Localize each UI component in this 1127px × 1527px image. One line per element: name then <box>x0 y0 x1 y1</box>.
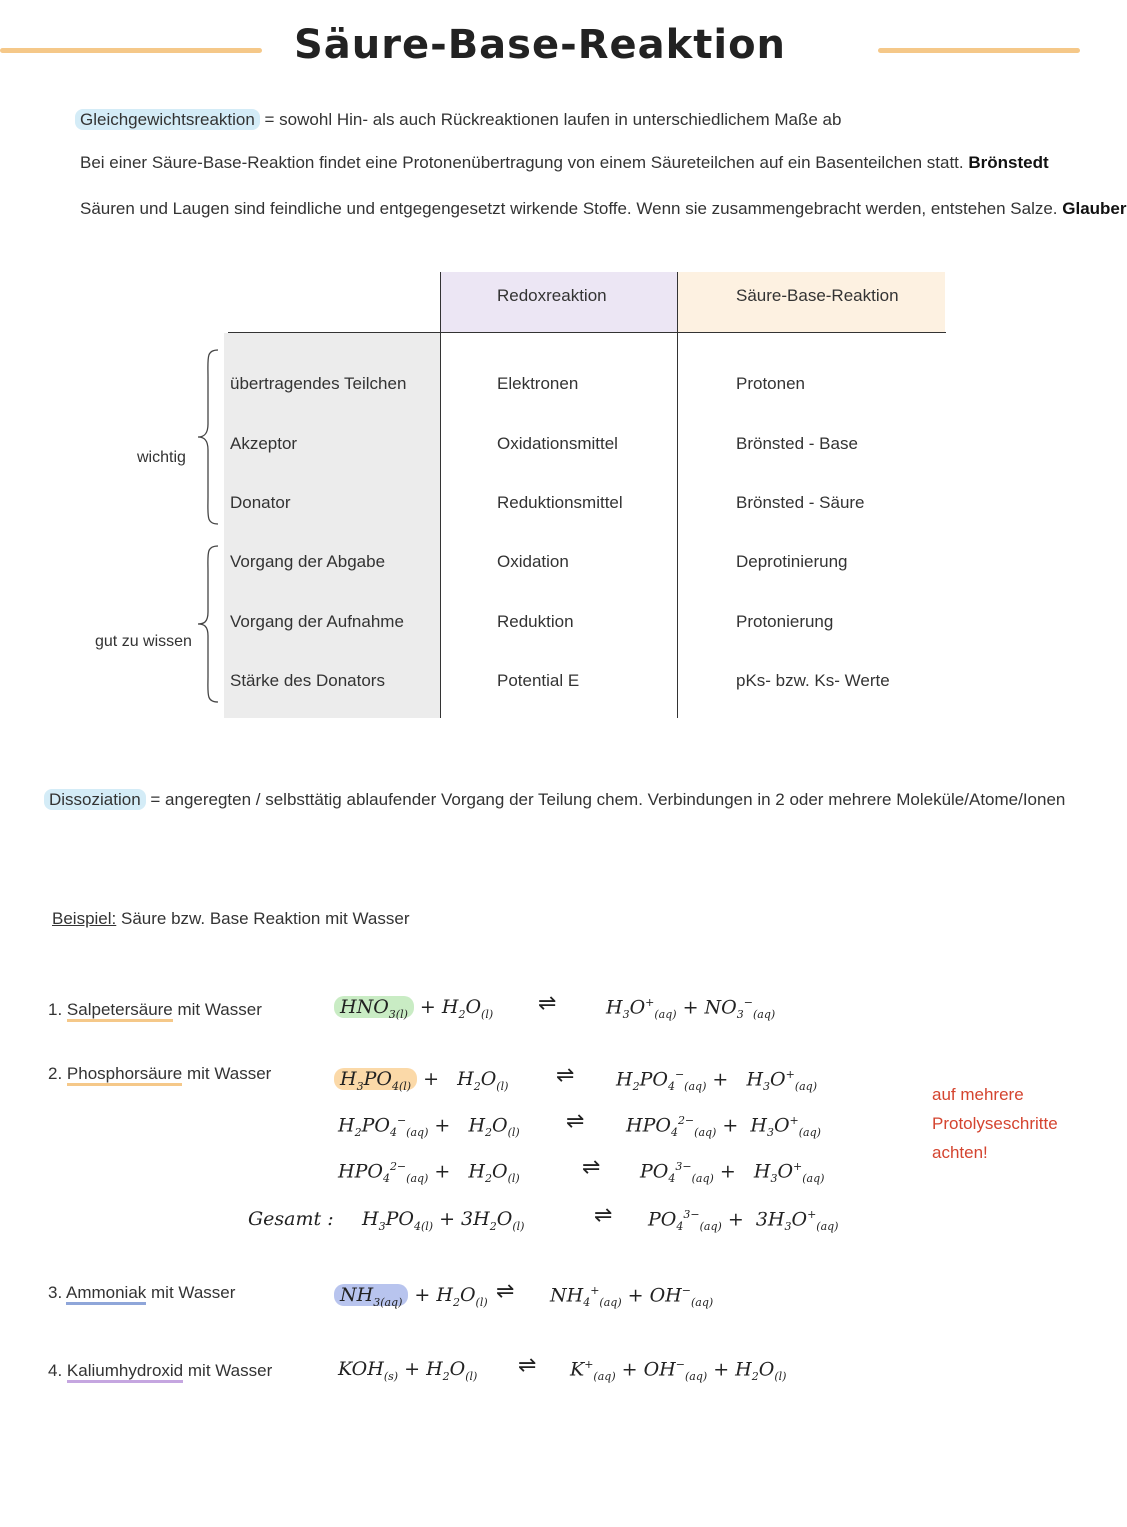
term-gleichgewichtsreaktion: Gleichgewichtsreaktion <box>75 109 260 130</box>
author-bronsted: Brönstedt <box>968 153 1049 172</box>
equilibrium-arrow-icon: ⇌ <box>556 1062 575 1087</box>
item-4 <box>48 1361 272 1381</box>
equilibrium-arrow-icon: ⇌ <box>518 1352 537 1377</box>
note-protolysis: auf mehrere Protolyseschritte achten! <box>932 1085 1058 1162</box>
item-number: 4. <box>48 1361 63 1380</box>
item-rest: mit Wasser <box>183 1361 273 1380</box>
row-sbr: pKs- bzw. Ks- Werte <box>736 671 890 690</box>
bronsted-statement: Bei einer Säure-Base-Reaktion findet eine Protonenübertragung von einem Säureteilchen auf ein Basenteilchen statt. <box>80 153 969 172</box>
equilibrium-arrow-icon: ⇌ <box>538 990 557 1015</box>
group-label-wichtig: wichtig <box>137 449 186 466</box>
row-label: Donator <box>230 493 291 512</box>
item-3 <box>48 1283 235 1303</box>
row-sbr: Brönsted - Säure <box>736 493 865 512</box>
equation-3-products: $NH_4^+_{(aq)} + OH^-_{(aq)}$ <box>550 1284 714 1310</box>
equilibrium-arrow-icon: ⇌ <box>594 1202 613 1227</box>
equation-2c-reactants: $HPO_4^{2-}_{(aq)} + H_2O_{(l)}$ <box>338 1160 520 1186</box>
item-name-phosphorsaeure: Phosphorsäure <box>67 1064 182 1086</box>
example-heading <box>52 909 409 929</box>
equation-2a-products: $H_2PO_4^-_{(aq)} + H_3O^+_{(aq)}$ <box>616 1068 817 1094</box>
equation-2c-products: $PO_4^{3-}_{(aq)} + H_3O^+_{(aq)}$ <box>640 1160 825 1186</box>
intro-line-3 <box>80 199 1127 219</box>
equation-2b-products: $HPO_4^{2-}_{(aq)} + H_3O^+_{(aq)}$ <box>626 1114 821 1140</box>
item-number: 1. <box>48 1000 63 1019</box>
row-sbr: Deprotinierung <box>736 552 848 571</box>
item-2 <box>48 1064 271 1084</box>
gesamt-label: Gesamt : <box>248 1208 334 1230</box>
row-redox: Oxidationsmittel <box>497 434 618 453</box>
row-label: Akzeptor <box>230 434 298 453</box>
item-rest: mit Wasser <box>172 1000 262 1019</box>
item-name-ammoniak: Ammoniak <box>66 1283 146 1305</box>
dissociation-line <box>44 790 1065 810</box>
item-name-kaliumhydroxid: Kaliumhydroxid <box>67 1361 183 1383</box>
equilibrium-arrow-icon: ⇌ <box>496 1278 515 1303</box>
row-redox: Oxidation <box>497 552 569 571</box>
brace-gut-zu-wissen <box>196 544 222 704</box>
item-number: 2. <box>48 1064 63 1083</box>
row-label: übertragendes Teilchen <box>230 374 407 393</box>
definition-gleichgewicht: = sowohl Hin- als auch Rückreaktionen laufen in unterschiedlichem Maße ab <box>259 110 842 129</box>
equation-3-reactants: $NH_{3(aq)} + H_2O_{(l)}$ <box>334 1284 488 1309</box>
item-name-salpetersaeure: Salpetersäure <box>67 1000 173 1022</box>
equation-2a-reactants: $H_3PO_{4(l)} + H_2O_{(l)}$ <box>334 1068 508 1093</box>
row-redox: Reduktionsmittel <box>497 493 623 512</box>
intro-line-1 <box>75 110 841 130</box>
glauber-statement: Säuren und Laugen sind feindliche und entgegengesetzt wirkende Stoffe. Wenn sie zusammengebracht werden, entstehen Salze. <box>80 199 1063 218</box>
equation-2b-reactants: $H_2PO_4^-_{(aq)} + H_2O_{(l)}$ <box>338 1114 520 1140</box>
item-rest: mit Wasser <box>146 1283 236 1302</box>
equation-1-products: $H_3O^+_{(aq)} + NO_3^-_{(aq)}$ <box>606 996 776 1022</box>
equation-2-total-products: $PO_4^{3-}_{(aq)} + 3H_3O^+_{(aq)}$ <box>648 1208 839 1234</box>
example-label: Beispiel: <box>52 909 117 928</box>
header-sbr: Säure-Base-Reaktion <box>736 286 899 305</box>
definition-dissoziation: = angeregten / selbsttätig ablaufender Vorgang der Teilung chem. Verbindungen in 2 oder mehrere Moleküle/Atome/Ionen <box>145 790 1066 809</box>
author-glauber: Glauber <box>1062 199 1127 218</box>
row-label: Stärke des Donators <box>230 671 385 690</box>
brace-wichtig <box>196 348 222 526</box>
row-label: Vorgang der Abgabe <box>230 552 386 571</box>
example-text: Säure bzw. Base Reaktion mit Wasser <box>116 909 410 928</box>
equation-4-reactants: $KOH_{(s)} + H_2O_{(l)}$ <box>338 1358 478 1383</box>
item-number: 3. <box>48 1283 63 1302</box>
equation-1-reactants: $HNO_{3(l)} + H_2O_{(l)}$ <box>334 996 493 1021</box>
equation-4-products: $K^+_{(aq)} + OH^-_{(aq)} + H_2O_{(l)}$ <box>570 1358 787 1384</box>
table-divider-2 <box>677 272 678 718</box>
row-redox: Reduktion <box>497 612 574 631</box>
intro-line-2 <box>80 153 1049 173</box>
row-redox: Elektronen <box>497 374 579 393</box>
table-header-rule <box>228 332 946 333</box>
item-1 <box>48 1000 262 1020</box>
page-title: Säure-Base-Reaktion <box>293 22 787 68</box>
group-label-gut-zu-wissen: gut zu wissen <box>95 633 192 650</box>
equilibrium-arrow-icon: ⇌ <box>566 1108 585 1133</box>
row-sbr: Brönsted - Base <box>736 434 858 453</box>
row-sbr: Protonierung <box>736 612 834 631</box>
equilibrium-arrow-icon: ⇌ <box>582 1154 601 1179</box>
equation-2-total-reactants: $H_3PO_{4(l)} + 3H_2O_{(l)}$ <box>362 1208 525 1233</box>
row-sbr: Protonen <box>736 374 805 393</box>
item-rest: mit Wasser <box>182 1064 272 1083</box>
table-divider-1 <box>440 272 441 718</box>
row-label: Vorgang der Aufnahme <box>230 612 404 631</box>
term-dissoziation: Dissoziation <box>44 789 146 810</box>
header-redox: Redoxreaktion <box>497 286 607 305</box>
row-redox: Potential E <box>497 671 580 690</box>
